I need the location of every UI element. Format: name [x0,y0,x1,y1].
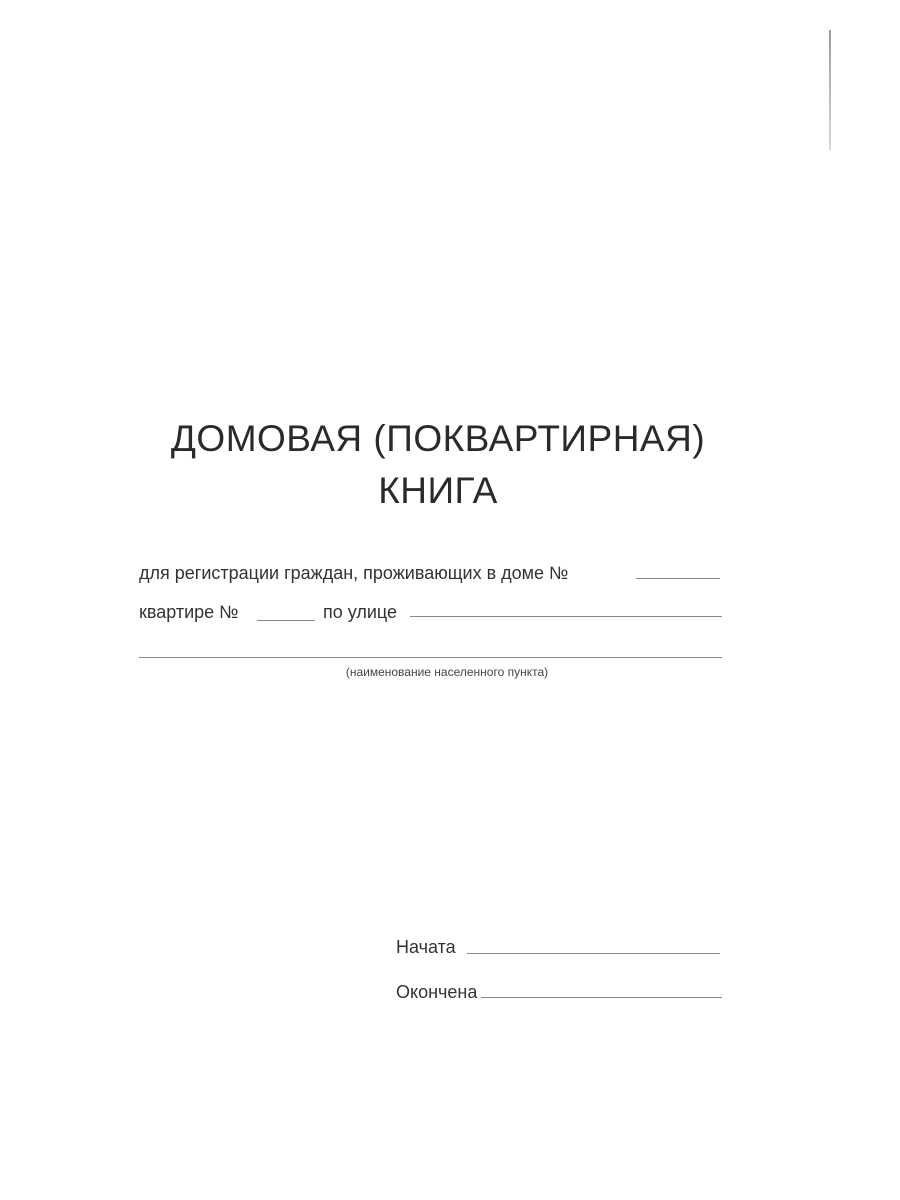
house-number-field[interactable] [636,578,720,579]
locality-field[interactable] [139,657,722,658]
registration-text: для регистрации граждан, проживающих в доме № [139,563,569,583]
book-title-line-1: ДОМОВАЯ (ПОКВАРТИРНАЯ) [170,418,706,459]
apartment-label: квартире № [139,602,239,622]
finished-date-field[interactable] [481,997,722,998]
street-field[interactable] [410,616,722,617]
page-edge [829,30,831,150]
book-title-line-2: КНИГА [378,470,498,511]
street-label: по улице [323,602,398,622]
started-date-field[interactable] [467,953,720,954]
locality-caption: (наименование населенного пункта) [345,665,549,679]
finished-label: Окончена [396,982,478,1002]
started-label: Начата [396,937,456,957]
apartment-number-field[interactable] [257,620,315,621]
